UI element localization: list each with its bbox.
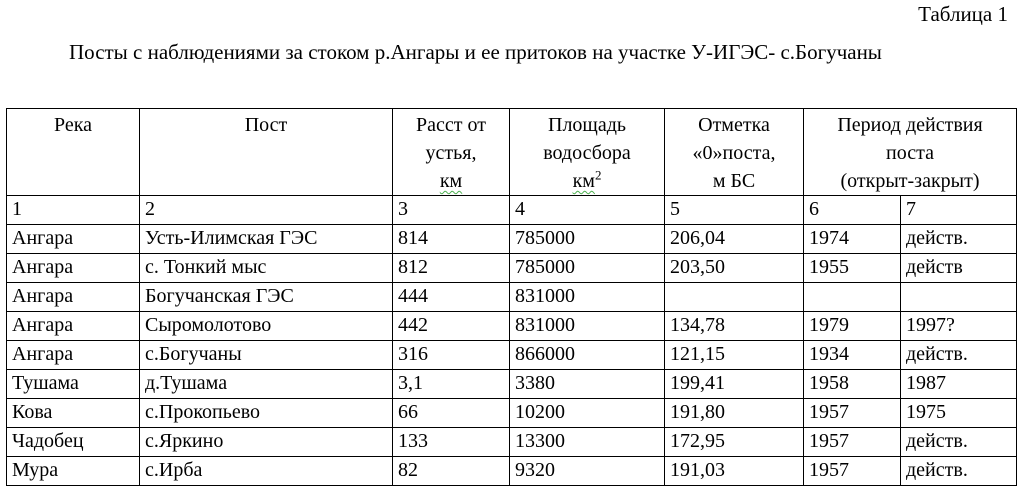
cell-period-open: 1955	[804, 254, 901, 283]
cell-distance: 66	[393, 399, 510, 428]
header-area-line2: водосбора	[543, 142, 631, 164]
cell-period-close: 1975	[901, 399, 1017, 428]
table-row	[7, 283, 1017, 312]
cell-post: Усть-Илимская ГЭС	[140, 225, 393, 254]
cell-river: Ангара	[7, 283, 140, 312]
header-mark-line3: м БС	[712, 170, 756, 192]
cell-period-open: 1958	[804, 370, 901, 399]
cell-river: Мура	[7, 457, 140, 486]
table-label: Таблица 1	[918, 2, 1008, 26]
cell-area: 13300	[510, 428, 665, 457]
cell-period-open	[804, 283, 901, 312]
header-mark-line1: Отметка	[698, 114, 770, 136]
cell-period-open: 1957	[804, 457, 901, 486]
column-number: 5	[665, 196, 804, 225]
cell-period-open: 1934	[804, 341, 901, 370]
header-period-line2: поста	[886, 142, 934, 164]
cell-period-open: 1957	[804, 428, 901, 457]
cell-area: 785000	[510, 254, 665, 283]
table-row	[7, 254, 1017, 283]
cell-period-open: 1974	[804, 225, 901, 254]
cell-period-close: действ.	[901, 225, 1017, 254]
header-post: Пост	[140, 109, 393, 196]
table-row	[7, 428, 1017, 457]
cell-period-open: 1957	[804, 399, 901, 428]
cell-distance: 3,1	[393, 370, 510, 399]
table-row	[7, 457, 1017, 486]
cell-area: 9320	[510, 457, 665, 486]
table-row	[7, 370, 1017, 399]
cell-area: 785000	[510, 225, 665, 254]
cell-period-close: действ.	[901, 428, 1017, 457]
cell-period-close: действ.	[901, 457, 1017, 486]
cell-post: Богучанская ГЭС	[140, 283, 393, 312]
column-number: 2	[140, 196, 393, 225]
cell-post: Сыромолотово	[140, 312, 393, 341]
table-row	[7, 399, 1017, 428]
cell-mark	[665, 283, 804, 312]
cell-river: Тушама	[7, 370, 140, 399]
header-distance-line2: устья,	[425, 142, 477, 164]
header-period	[804, 109, 1017, 196]
header-mark-line2: «0»поста,	[692, 142, 776, 164]
cell-mark: 203,50	[665, 254, 804, 283]
cell-river: Ангара	[7, 312, 140, 341]
cell-river: Ангара	[7, 341, 140, 370]
header-river: Река	[7, 109, 140, 196]
cell-mark: 121,15	[665, 341, 804, 370]
cell-period-close	[901, 283, 1017, 312]
cell-distance: 82	[393, 457, 510, 486]
column-number-row	[7, 196, 1017, 225]
table-row	[7, 225, 1017, 254]
cell-area: 3380	[510, 370, 665, 399]
cell-post: с.Прокопьево	[140, 399, 393, 428]
column-number: 4	[510, 196, 665, 225]
cell-distance: 442	[393, 312, 510, 341]
cell-mark: 191,03	[665, 457, 804, 486]
header-mark	[665, 109, 804, 196]
cell-post: с.Яркино	[140, 428, 393, 457]
header-area	[510, 109, 665, 196]
column-number: 1	[7, 196, 140, 225]
header-distance	[393, 109, 510, 196]
column-number: 7	[901, 196, 1017, 225]
cell-mark: 191,80	[665, 399, 804, 428]
header-period-line1: Период действия	[837, 114, 983, 136]
cell-mark: 199,41	[665, 370, 804, 399]
table-row	[7, 312, 1017, 341]
cell-distance: 814	[393, 225, 510, 254]
cell-post: д.Тушама	[140, 370, 393, 399]
cell-mark: 134,78	[665, 312, 804, 341]
cell-distance: 133	[393, 428, 510, 457]
header-period-line3: (открыт-закрыт)	[840, 170, 980, 192]
cell-period-close: 1997?	[901, 312, 1017, 341]
header-area-sup: 2	[594, 167, 602, 183]
cell-distance: 812	[393, 254, 510, 283]
cell-mark: 172,95	[665, 428, 804, 457]
column-number: 3	[393, 196, 510, 225]
cell-post: с.Ирба	[140, 457, 393, 486]
table-header-row	[7, 109, 1017, 196]
cell-area: 831000	[510, 312, 665, 341]
cell-mark: 206,04	[665, 225, 804, 254]
header-area-line3: км	[572, 170, 595, 192]
header-distance-line3: км	[439, 170, 463, 192]
header-distance-line1: Расст от	[416, 114, 486, 136]
cell-river: Ангара	[7, 254, 140, 283]
document-title: Посты с наблюдениями за стоком р.Ангары и ее притоков на участке У-ИГЭС- с.Богучаны	[69, 40, 882, 64]
column-number: 6	[804, 196, 901, 225]
cell-post: с. Тонкий мыс	[140, 254, 393, 283]
cell-distance: 316	[393, 341, 510, 370]
cell-area: 831000	[510, 283, 665, 312]
cell-distance: 444	[393, 283, 510, 312]
cell-river: Кова	[7, 399, 140, 428]
cell-period-close: 1987	[901, 370, 1017, 399]
cell-period-open: 1979	[804, 312, 901, 341]
cell-area: 866000	[510, 341, 665, 370]
cell-river: Ангара	[7, 225, 140, 254]
table-row	[7, 341, 1017, 370]
cell-post: с.Богучаны	[140, 341, 393, 370]
cell-period-close: действ.	[901, 341, 1017, 370]
header-area-line1: Площадь	[548, 114, 626, 136]
stations-table	[6, 108, 1017, 486]
cell-period-close: действ	[901, 254, 1017, 283]
cell-river: Чадобец	[7, 428, 140, 457]
cell-area: 10200	[510, 399, 665, 428]
